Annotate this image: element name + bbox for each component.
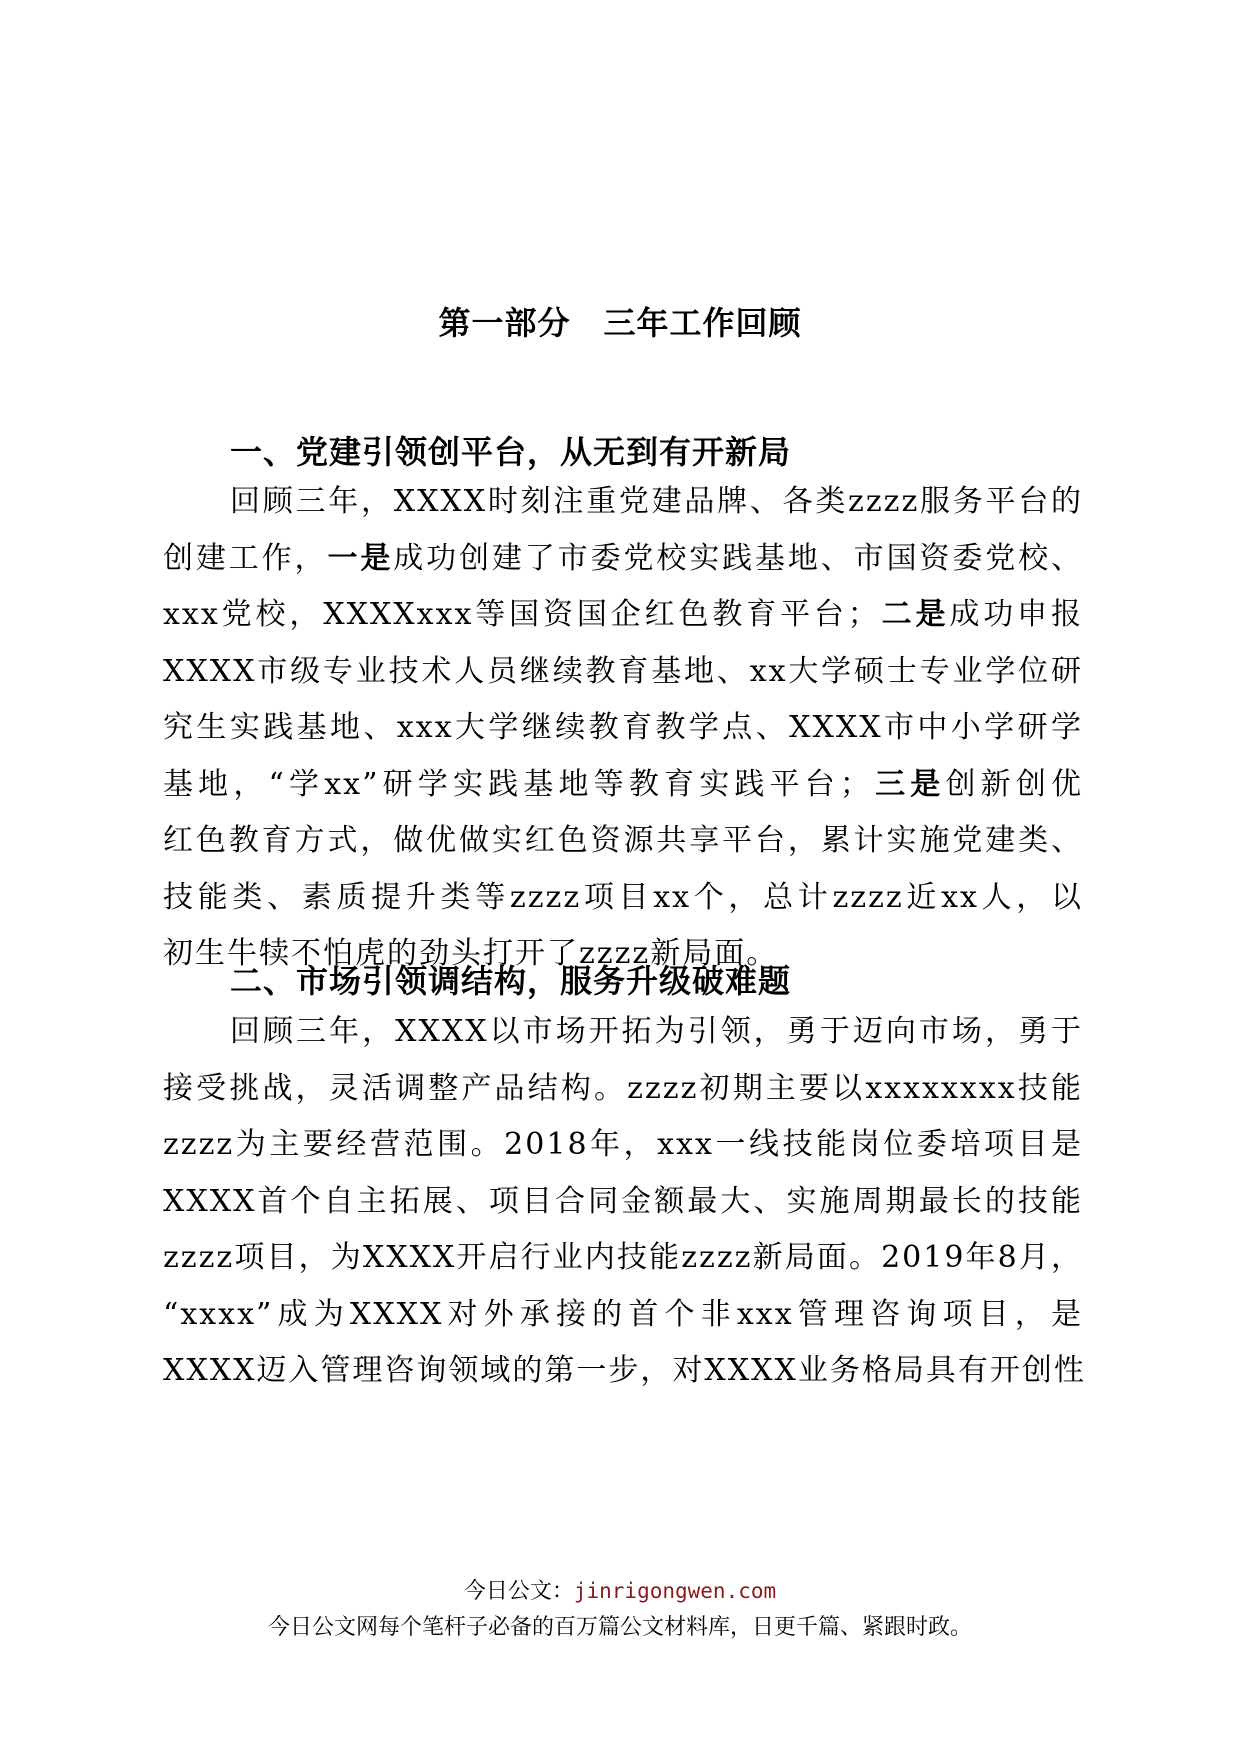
part-title: 第一部分 三年工作回顾: [438, 304, 802, 342]
line-text: 成功申报: [949, 597, 1084, 632]
section-2-line-2: [163, 1069, 1083, 1109]
section-1-line-5: [163, 708, 1083, 748]
line-text: xxx党校，XXXXxxx等国资国企红色教育平台；: [163, 597, 880, 632]
section-2-line-5: [163, 1238, 1083, 1278]
section-1-line-1: [230, 482, 1083, 522]
section-2-line-4: [163, 1182, 1083, 1222]
section-heading-2: 二、市场引领调结构，服务升级破难题: [230, 962, 792, 1000]
line-text: 创建工作，: [163, 540, 328, 576]
section-2-line-3: [163, 1125, 1083, 1165]
section-heading-1: 一、党建引领创平台，从无到有开新局: [230, 433, 792, 471]
line-text: 创新创优: [945, 766, 1084, 802]
line-text: 成功创建了市委党校实践基地、市国资委党校、: [393, 540, 1084, 576]
footer-tagline: 今日公文网每个笔杆子必备的百万篇公文材料库，日更千篇、紧跟时政。: [267, 1615, 972, 1640]
line-text: zzzz项目，为XXXX开启行业内技能zzzz新局面。2019年8月，: [163, 1240, 1083, 1275]
line-text: zzzz为主要经营范围。2018年，xxx一线技能岗位委培项目是: [163, 1127, 1083, 1162]
section-1-line-8: [163, 878, 1083, 918]
line-text: 回顾三年，XXXX时刻注重党建品牌、各类zzzz服务平台的: [230, 484, 1083, 519]
line-text: 究生实践基地、xxx大学继续教育教学点、XXXX市中小学研学: [163, 710, 1083, 745]
line-text: 技能类、素质提升类等zzzz项目xx个，总计zzzz近xx人，以: [163, 879, 1083, 915]
line-text: 红色教育方式，做优做实红色资源共享平台，累计实施党建类、: [163, 823, 1083, 858]
section-2-line-6: [163, 1295, 1083, 1335]
line-text: 初生牛犊不怕虎的劲头打开了zzzz新局面。: [163, 936, 779, 971]
line-text: “xxxx”成为XXXX对外承接的首个非xxx管理咨询项目，是: [163, 1296, 1083, 1332]
section-1-line-2: [163, 539, 1083, 579]
line-text: XXXX市级专业技术人员继续教育基地、xx大学硕士专业学位研: [163, 653, 1083, 689]
section-1-line-6: [163, 765, 1083, 805]
section-2-line-7: [163, 1351, 1086, 1391]
section-1-line-3: [163, 595, 1083, 635]
emphasis-text: 二是: [879, 597, 950, 632]
section-1-line-4: [163, 652, 1083, 692]
section-2-line-1: [230, 1012, 1083, 1052]
section-1-line-7: [163, 821, 1083, 861]
footer-source: [0, 1574, 1240, 1605]
footer-source-label: 今日公文：: [463, 1579, 574, 1604]
emphasis-text: 三是: [871, 766, 946, 802]
line-text: 回顾三年，XXXX以市场开拓为引领，勇于迈向市场，勇于: [230, 1014, 1083, 1049]
line-text: 接受挑战，灵活调整产品结构。zzzz初期主要以xxxxxxxx技能: [163, 1070, 1083, 1106]
line-text: XXXX首个自主拓展、项目合同金额最大、实施周期最长的技能: [163, 1183, 1083, 1219]
line-text: 基地，“学xx”研学实践基地等教育实践平台；: [163, 766, 872, 802]
footer-source-url[interactable]: jinrigongwen.com: [573, 1579, 777, 1603]
line-text: XXXX迈入管理咨询领域的第一步，对XXXX业务格局具有开创性: [163, 1353, 1086, 1388]
emphasis-text: 一是: [327, 540, 394, 576]
